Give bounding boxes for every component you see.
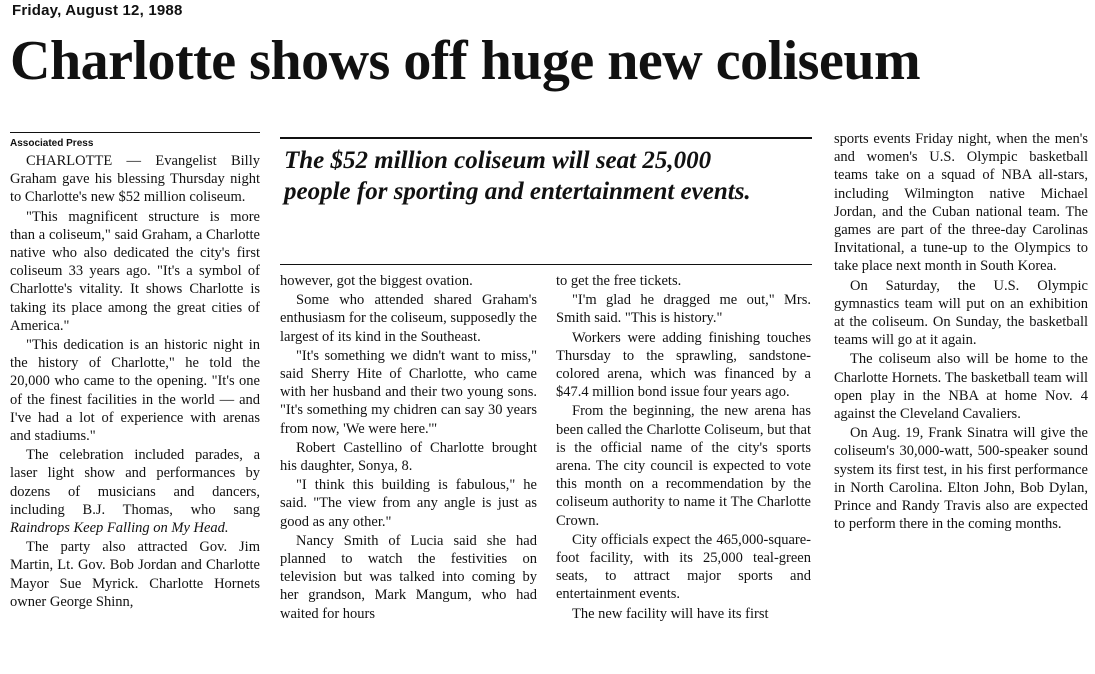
paragraph: Robert Castellino of Charlotte brought his daughter, Sonya, 8. [280,439,537,475]
paragraph: City officials expect the 465,000-square-foot facility, with its 25,000 teal-green seats, to attract major sports and entertainment events. [556,531,811,603]
paragraph-text: The celebration included parades, a laser light show and performances by dozens of musicians and dancers, including B.J. Thomas, who sang [10,447,260,518]
paragraph: Nancy Smith of Lucia said she had planned to watch the festivities on television but was talked into coming by her grandson, Mark Mangum, who had waited for hours [280,532,537,622]
byline: Associated Press [10,138,94,149]
paragraph: The coliseum also will be home to the Charlotte Hornets. The basketball team will open play in the NBA at home Nov. 4 against the Cleveland Cavaliers. [834,351,1088,423]
paragraph [10,446,260,537]
song-title: Raindrops Keep Falling on My Head. [10,520,229,537]
subhead-box [280,137,812,207]
article-column-2 [280,272,537,624]
article-column-3 [556,272,811,624]
paragraph: From the beginning, the new arena has been called the Charlotte Coliseum, but that is the official name of the city's sports arena. The city council is expected to vote this month on a recommendation by the coliseum authority to name it The Charlotte Crown. [556,403,811,529]
article-column-1 [10,138,260,612]
subhead-rule-bottom [280,264,812,265]
headline: Charlotte shows off huge new coliseum [10,30,921,92]
paragraph: to get the free tickets. [556,273,682,289]
subhead: The $52 million coliseum will seat 25,000 people for sporting and entertainment events. [284,147,751,205]
paragraph: CHARLOTTE — Evangelist Billy Graham gave his blessing Thursday night to Charlotte's new $52 million coliseum. [10,153,260,206]
paragraph: "This magnificent structure is more than a coliseum," said Graham, a Charlotte native who also dedicated the city's first coliseum 33 years ago. "It's a symbol of Charlotte's vitality. It shows Charlotte is taking its place among the great cities of America." [10,208,260,334]
paragraph: "I think this building is fabulous," he said. "The view from any angle is just as good as any other." [280,477,537,530]
column-rule [10,132,260,133]
paragraph: On Aug. 19, Frank Sinatra will give the coliseum's 30,000-watt, 500-speaker sound system its first test, in his first performance in North Carolina. Elton John, Bob Dylan, Prince and Randy Travis also are expected to perform there in the coming months. [834,425,1088,533]
dateline: Friday, August 12, 1988 [12,2,183,19]
paragraph: "I'm glad he dragged me out," Mrs. Smith said. "This is history." [556,292,811,327]
article-column-4 [834,130,1088,534]
paragraph: The new facility will have its first [572,605,769,622]
paragraph: Some who attended shared Graham's enthusiasm for the coliseum, supposedly the largest of its kind in the Southeast. [280,292,537,345]
paragraph: Workers were adding finishing touches Thursday to the sprawling, sandstone-colored arena, which was financed by a $47.4 million bond issue four years ago. [556,329,811,401]
paragraph: sports events Friday night, when the men's and women's U.S. Olympic basketball teams take on a squad of NBA all-stars, including Wilmington native Michael Jordan, and the Cuban national team. The games are part of the three-day Carolinas Invitational, a tune-up to the Olympics to take place next month in South Korea. [834,131,1088,275]
subhead-rule-top [280,137,812,139]
paragraph: however, got the biggest ovation. [280,273,473,289]
paragraph: The party also attracted Gov. Jim Martin, Lt. Gov. Bob Jordan and Charlotte Mayor Sue Myrick. Charlotte Hornets owner George Shinn, [10,539,260,610]
paragraph: "This dedication is an historic night in the history of Charlotte," he told the 20,000 who came to the opening. "It's one of the finest facilities in the world — and I've had a lot of experience with arenas and stadiums." [10,337,260,445]
paragraph: On Saturday, the U.S. Olympic gymnastics team will put on an exhibition at the coliseum. On Sunday, the basketball teams will go at it again. [834,277,1088,349]
paragraph: "It's something we didn't want to miss," said Sherry Hite of Charlotte, who came with her husband and their two young sons. "It's something my chidren can say 30 years from now, 'We were here.'" [280,347,537,437]
